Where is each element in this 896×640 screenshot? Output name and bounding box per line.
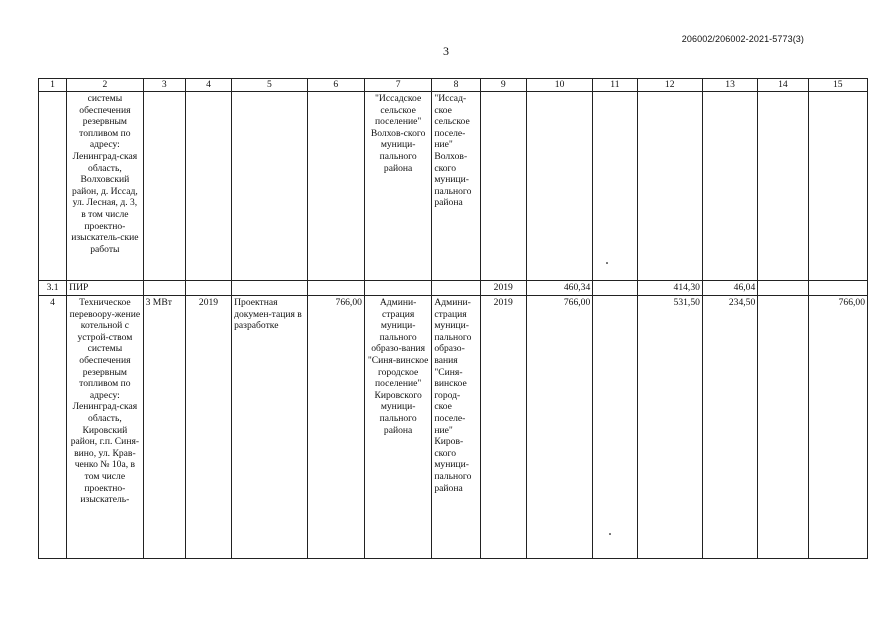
column-header: 15 [808,79,867,92]
column-header: 2 [67,79,143,92]
column-header: 3 [143,79,185,92]
table-cell [808,281,867,296]
column-header: 7 [364,79,431,92]
column-header: 8 [432,79,480,92]
customer-cell: Админи-страция муници-пального образо-вания "Синя-винское городское поселение" Кировского муници-пального района [364,296,431,559]
column-header: 11 [593,79,637,92]
row-number-cell: 3.1 [39,281,67,296]
object-description-cell: ПИР [67,281,143,296]
column-header: 13 [702,79,757,92]
amount-cell: 766,00 [808,296,867,559]
amount-cell: 234,50 [702,296,757,559]
amount-cell: 766,00 [307,296,364,559]
row-number-cell: 4 [39,296,67,559]
year-cell: 2019 [480,281,526,296]
table-cell [307,281,364,296]
table-cell [808,92,867,281]
year-cell: 2019 [185,296,231,559]
column-header: 10 [526,79,592,92]
table-row [39,281,868,296]
amount-cell: 460,34 [526,281,592,296]
object-description-cell: Техническое перевоору-жение котельной с устрой-ством системы обеспечения резервным топливом по адресу: Ленинград-ская область, Кировский район, г.п. Синя-вино, ул. Крав-ченко № 10а, в том числе проектно-изыскатель- [67,296,143,559]
table-row [39,92,868,281]
table-cell [758,92,808,281]
column-header: 5 [232,79,307,92]
table-cell [143,281,185,296]
amount-cell: 531,50 [637,296,702,559]
operator-cell: "Иссад-ское сельское поселе-ние" Волхов-ского муници-пального района [432,92,480,281]
year-cell: 2019 [480,296,526,559]
table-cell [758,281,808,296]
table-cell [637,92,702,281]
capacity-cell: 3 МВт [143,296,185,559]
column-header: 6 [307,79,364,92]
table-cell [526,92,592,281]
table-cell [185,92,231,281]
operator-cell: Админи-страция муници-пального образо-вания "Синя-винское город-ское поселе-ние" Киров-ского муници-пального района [432,296,480,559]
table-cell [143,92,185,281]
amount-cell: 414,30 [637,281,702,296]
column-header: 9 [480,79,526,92]
data-table [38,78,868,559]
table-cell [232,92,307,281]
table-cell [480,92,526,281]
table-cell [593,92,637,281]
column-header: 14 [758,79,808,92]
scan-speck [609,533,611,535]
scan-speck [606,262,608,264]
amount-cell: 766,00 [526,296,592,559]
table-cell [364,281,431,296]
column-header: 1 [39,79,67,92]
table-cell [432,281,480,296]
table-cell [702,92,757,281]
table-cell [593,296,637,559]
table-cell [232,281,307,296]
table-cell [593,281,637,296]
column-header: 4 [185,79,231,92]
table-row [39,296,868,559]
table-cell [185,281,231,296]
status-cell: Проектная докумен-тация в разработке [232,296,307,559]
table-cell [39,92,67,281]
document-id: 206002/206002-2021-5773(3) [681,34,804,44]
customer-cell: "Иссадское сельское поселение" Волхов-ского муници-пального района [364,92,431,281]
header-row [39,79,868,92]
table-cell [307,92,364,281]
object-description-cell: системы обеспечения резервным топливом по адресу: Ленинград-ская область, Волховский район, д. Иссад, ул. Лесная, д. 3, в том числе проектно-изыскатель-ские работы [67,92,143,281]
column-header: 12 [637,79,702,92]
table-cell [758,296,808,559]
page-number: 3 [443,44,449,58]
amount-cell: 46,04 [702,281,757,296]
